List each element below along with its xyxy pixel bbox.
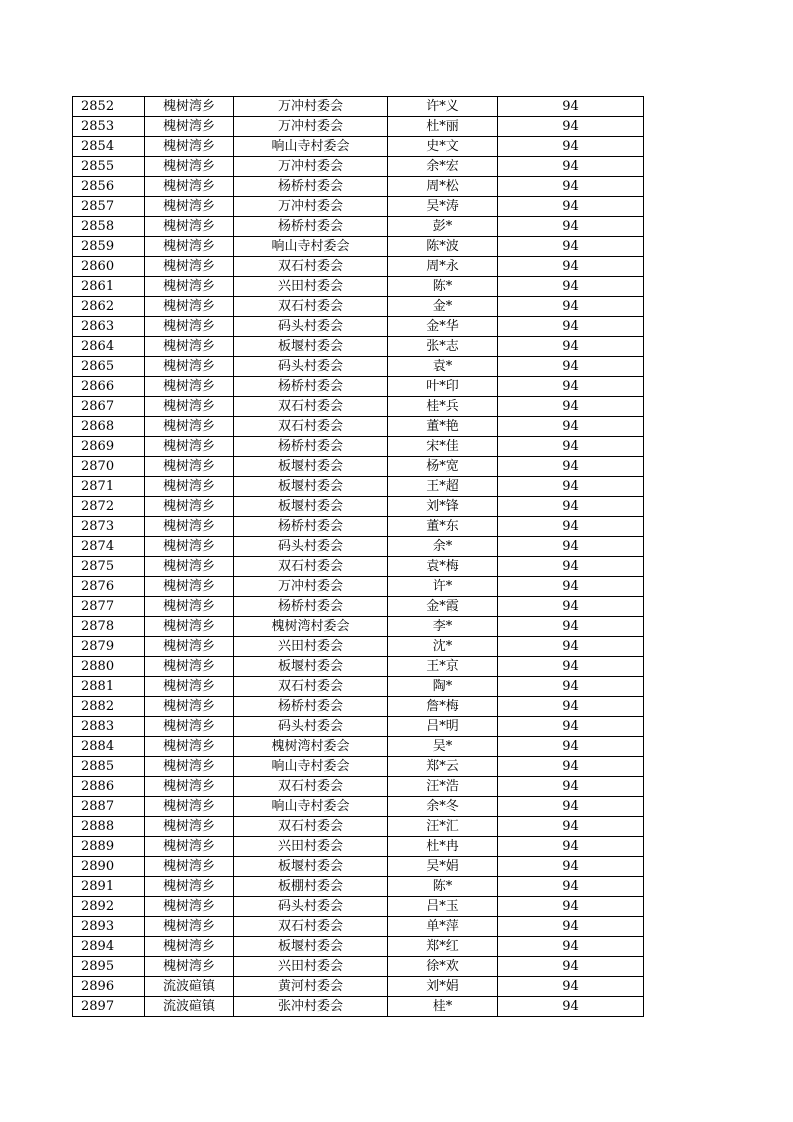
town-cell: 槐树湾乡 <box>145 137 234 157</box>
town-cell: 槐树湾乡 <box>145 777 234 797</box>
table-row <box>73 137 644 157</box>
town-cell: 槐树湾乡 <box>145 197 234 217</box>
village-cell: 杨桥村委会 <box>234 437 388 457</box>
town-cell: 槐树湾乡 <box>145 717 234 737</box>
person-name-cell: 余* <box>388 537 498 557</box>
table-row <box>73 837 644 857</box>
village-cell: 杨桥村委会 <box>234 377 388 397</box>
table-row <box>73 877 644 897</box>
row-number-cell: 2893 <box>73 917 145 937</box>
town-cell: 槐树湾乡 <box>145 597 234 617</box>
town-cell: 槐树湾乡 <box>145 677 234 697</box>
table-row <box>73 617 644 637</box>
person-name-cell: 张*志 <box>388 337 498 357</box>
village-cell: 板堰村委会 <box>234 857 388 877</box>
row-number-cell: 2883 <box>73 717 145 737</box>
town-cell: 槐树湾乡 <box>145 517 234 537</box>
person-name-cell: 刘*娟 <box>388 977 498 997</box>
table-row <box>73 577 644 597</box>
row-number-cell: 2894 <box>73 937 145 957</box>
village-cell: 板堰村委会 <box>234 657 388 677</box>
row-number-cell: 2866 <box>73 377 145 397</box>
row-number-cell: 2874 <box>73 537 145 557</box>
person-name-cell: 桂* <box>388 997 498 1017</box>
village-cell: 板棚村委会 <box>234 877 388 897</box>
score-cell: 94 <box>498 737 644 757</box>
village-cell: 板堰村委会 <box>234 477 388 497</box>
town-cell: 槐树湾乡 <box>145 177 234 197</box>
row-number-cell: 2855 <box>73 157 145 177</box>
score-cell: 94 <box>498 277 644 297</box>
village-cell: 杨桥村委会 <box>234 177 388 197</box>
person-name-cell: 周*松 <box>388 177 498 197</box>
row-number-cell: 2864 <box>73 337 145 357</box>
score-cell: 94 <box>498 537 644 557</box>
town-cell: 槐树湾乡 <box>145 557 234 577</box>
score-cell: 94 <box>498 217 644 237</box>
village-cell: 杨桥村委会 <box>234 517 388 537</box>
row-number-cell: 2892 <box>73 897 145 917</box>
row-number-cell: 2869 <box>73 437 145 457</box>
town-cell: 槐树湾乡 <box>145 877 234 897</box>
person-name-cell: 余*冬 <box>388 797 498 817</box>
village-cell: 槐树湾村委会 <box>234 737 388 757</box>
row-number-cell: 2887 <box>73 797 145 817</box>
row-number-cell: 2859 <box>73 237 145 257</box>
person-name-cell: 詹*梅 <box>388 697 498 717</box>
town-cell: 槐树湾乡 <box>145 737 234 757</box>
score-cell: 94 <box>498 377 644 397</box>
person-name-cell: 陈* <box>388 877 498 897</box>
score-cell: 94 <box>498 837 644 857</box>
village-cell: 双石村委会 <box>234 397 388 417</box>
town-cell: 槐树湾乡 <box>145 917 234 937</box>
score-cell: 94 <box>498 497 644 517</box>
village-cell: 码头村委会 <box>234 357 388 377</box>
town-cell: 槐树湾乡 <box>145 957 234 977</box>
person-name-cell: 刘*锋 <box>388 497 498 517</box>
score-cell: 94 <box>498 237 644 257</box>
score-cell: 94 <box>498 617 644 637</box>
row-number-cell: 2896 <box>73 977 145 997</box>
person-name-cell: 陶* <box>388 677 498 697</box>
town-cell: 槐树湾乡 <box>145 297 234 317</box>
score-cell: 94 <box>498 397 644 417</box>
row-number-cell: 2857 <box>73 197 145 217</box>
table-row <box>73 817 644 837</box>
table-row <box>73 637 644 657</box>
town-cell: 槐树湾乡 <box>145 397 234 417</box>
town-cell: 槐树湾乡 <box>145 697 234 717</box>
score-cell: 94 <box>498 877 644 897</box>
town-cell: 槐树湾乡 <box>145 337 234 357</box>
table-row <box>73 117 644 137</box>
table-row <box>73 997 644 1017</box>
score-cell: 94 <box>498 777 644 797</box>
village-cell: 双石村委会 <box>234 817 388 837</box>
town-cell: 槐树湾乡 <box>145 837 234 857</box>
town-cell: 槐树湾乡 <box>145 577 234 597</box>
village-cell: 码头村委会 <box>234 717 388 737</box>
person-name-cell: 董*艳 <box>388 417 498 437</box>
score-cell: 94 <box>498 137 644 157</box>
score-cell: 94 <box>498 637 644 657</box>
village-cell: 板堰村委会 <box>234 937 388 957</box>
town-cell: 流波碹镇 <box>145 997 234 1017</box>
row-number-cell: 2890 <box>73 857 145 877</box>
score-cell: 94 <box>498 697 644 717</box>
table-row <box>73 197 644 217</box>
town-cell: 槐树湾乡 <box>145 97 234 117</box>
town-cell: 槐树湾乡 <box>145 317 234 337</box>
table-row <box>73 737 644 757</box>
village-cell: 槐树湾村委会 <box>234 617 388 637</box>
person-name-cell: 单*萍 <box>388 917 498 937</box>
village-cell: 杨桥村委会 <box>234 597 388 617</box>
row-number-cell: 2867 <box>73 397 145 417</box>
person-name-cell: 李* <box>388 617 498 637</box>
table-row <box>73 897 644 917</box>
person-name-cell: 史*文 <box>388 137 498 157</box>
table-row <box>73 337 644 357</box>
score-cell: 94 <box>498 517 644 537</box>
village-cell: 杨桥村委会 <box>234 217 388 237</box>
person-name-cell: 吴*涛 <box>388 197 498 217</box>
town-cell: 槐树湾乡 <box>145 637 234 657</box>
town-cell: 流波碹镇 <box>145 977 234 997</box>
table-row <box>73 477 644 497</box>
village-cell: 响山寺村委会 <box>234 797 388 817</box>
village-cell: 双石村委会 <box>234 917 388 937</box>
person-name-cell: 杜*丽 <box>388 117 498 137</box>
village-cell: 板堰村委会 <box>234 457 388 477</box>
score-cell: 94 <box>498 437 644 457</box>
row-number-cell: 2861 <box>73 277 145 297</box>
village-cell: 杨桥村委会 <box>234 697 388 717</box>
person-name-cell: 陈*波 <box>388 237 498 257</box>
row-number-cell: 2878 <box>73 617 145 637</box>
row-number-cell: 2888 <box>73 817 145 837</box>
table-row <box>73 657 644 677</box>
village-cell: 兴田村委会 <box>234 637 388 657</box>
person-name-cell: 桂*兵 <box>388 397 498 417</box>
table-body <box>73 97 644 1017</box>
person-name-cell: 汪*汇 <box>388 817 498 837</box>
row-number-cell: 2897 <box>73 997 145 1017</box>
score-cell: 94 <box>498 937 644 957</box>
row-number-cell: 2856 <box>73 177 145 197</box>
row-number-cell: 2891 <box>73 877 145 897</box>
score-cell: 94 <box>498 317 644 337</box>
village-cell: 万冲村委会 <box>234 577 388 597</box>
row-number-cell: 2858 <box>73 217 145 237</box>
table-row <box>73 977 644 997</box>
row-number-cell: 2895 <box>73 957 145 977</box>
score-cell: 94 <box>498 857 644 877</box>
table-row <box>73 777 644 797</box>
score-cell: 94 <box>498 197 644 217</box>
town-cell: 槐树湾乡 <box>145 157 234 177</box>
row-number-cell: 2852 <box>73 97 145 117</box>
village-cell: 万冲村委会 <box>234 197 388 217</box>
row-number-cell: 2877 <box>73 597 145 617</box>
town-cell: 槐树湾乡 <box>145 117 234 137</box>
village-cell: 万冲村委会 <box>234 117 388 137</box>
village-cell: 兴田村委会 <box>234 957 388 977</box>
row-number-cell: 2860 <box>73 257 145 277</box>
table-row <box>73 557 644 577</box>
table-row <box>73 157 644 177</box>
table-row <box>73 177 644 197</box>
score-cell: 94 <box>498 797 644 817</box>
table-row <box>73 677 644 697</box>
person-name-cell: 陈* <box>388 277 498 297</box>
score-cell: 94 <box>498 337 644 357</box>
row-number-cell: 2862 <box>73 297 145 317</box>
score-cell: 94 <box>498 557 644 577</box>
table-row <box>73 97 644 117</box>
table-row <box>73 717 644 737</box>
town-cell: 槐树湾乡 <box>145 937 234 957</box>
row-number-cell: 2880 <box>73 657 145 677</box>
data-table <box>72 96 644 1017</box>
table-row <box>73 537 644 557</box>
village-cell: 双石村委会 <box>234 297 388 317</box>
village-cell: 板堰村委会 <box>234 337 388 357</box>
table-row <box>73 397 644 417</box>
town-cell: 槐树湾乡 <box>145 437 234 457</box>
person-name-cell: 宋*佳 <box>388 437 498 457</box>
person-name-cell: 郑*云 <box>388 757 498 777</box>
village-cell: 黄河村委会 <box>234 977 388 997</box>
person-name-cell: 董*东 <box>388 517 498 537</box>
score-cell: 94 <box>498 677 644 697</box>
person-name-cell: 王*京 <box>388 657 498 677</box>
row-number-cell: 2879 <box>73 637 145 657</box>
table-row <box>73 317 644 337</box>
table-row <box>73 597 644 617</box>
person-name-cell: 金*霞 <box>388 597 498 617</box>
town-cell: 槐树湾乡 <box>145 217 234 237</box>
village-cell: 双石村委会 <box>234 417 388 437</box>
score-cell: 94 <box>498 917 644 937</box>
score-cell: 94 <box>498 357 644 377</box>
row-number-cell: 2854 <box>73 137 145 157</box>
person-name-cell: 许*义 <box>388 97 498 117</box>
town-cell: 槐树湾乡 <box>145 857 234 877</box>
village-cell: 兴田村委会 <box>234 277 388 297</box>
person-name-cell: 汪*浩 <box>388 777 498 797</box>
person-name-cell: 叶*印 <box>388 377 498 397</box>
person-name-cell: 袁* <box>388 357 498 377</box>
person-name-cell: 吕*明 <box>388 717 498 737</box>
village-cell: 双石村委会 <box>234 777 388 797</box>
table-row <box>73 497 644 517</box>
town-cell: 槐树湾乡 <box>145 477 234 497</box>
village-cell: 码头村委会 <box>234 537 388 557</box>
score-cell: 94 <box>498 897 644 917</box>
town-cell: 槐树湾乡 <box>145 537 234 557</box>
row-number-cell: 2881 <box>73 677 145 697</box>
row-number-cell: 2886 <box>73 777 145 797</box>
village-cell: 响山寺村委会 <box>234 137 388 157</box>
town-cell: 槐树湾乡 <box>145 277 234 297</box>
table-row <box>73 277 644 297</box>
person-name-cell: 杨*宽 <box>388 457 498 477</box>
town-cell: 槐树湾乡 <box>145 237 234 257</box>
row-number-cell: 2882 <box>73 697 145 717</box>
town-cell: 槐树湾乡 <box>145 757 234 777</box>
village-cell: 板堰村委会 <box>234 497 388 517</box>
person-name-cell: 袁*梅 <box>388 557 498 577</box>
table-row <box>73 457 644 477</box>
person-name-cell: 金* <box>388 297 498 317</box>
person-name-cell: 余*宏 <box>388 157 498 177</box>
score-cell: 94 <box>498 297 644 317</box>
person-name-cell: 许* <box>388 577 498 597</box>
village-cell: 双石村委会 <box>234 557 388 577</box>
score-cell: 94 <box>498 977 644 997</box>
village-cell: 码头村委会 <box>234 897 388 917</box>
table-row <box>73 797 644 817</box>
score-cell: 94 <box>498 757 644 777</box>
village-cell: 兴田村委会 <box>234 837 388 857</box>
person-name-cell: 徐*欢 <box>388 957 498 977</box>
score-cell: 94 <box>498 157 644 177</box>
person-name-cell: 彭* <box>388 217 498 237</box>
row-number-cell: 2872 <box>73 497 145 517</box>
town-cell: 槐树湾乡 <box>145 617 234 637</box>
row-number-cell: 2884 <box>73 737 145 757</box>
table-row <box>73 757 644 777</box>
score-cell: 94 <box>498 117 644 137</box>
person-name-cell: 吕*玉 <box>388 897 498 917</box>
row-number-cell: 2876 <box>73 577 145 597</box>
row-number-cell: 2853 <box>73 117 145 137</box>
score-cell: 94 <box>498 817 644 837</box>
score-cell: 94 <box>498 717 644 737</box>
score-cell: 94 <box>498 257 644 277</box>
village-cell: 万冲村委会 <box>234 157 388 177</box>
person-name-cell: 沈* <box>388 637 498 657</box>
village-cell: 张冲村委会 <box>234 997 388 1017</box>
row-number-cell: 2863 <box>73 317 145 337</box>
score-cell: 94 <box>498 417 644 437</box>
table-row <box>73 437 644 457</box>
village-cell: 响山寺村委会 <box>234 237 388 257</box>
row-number-cell: 2885 <box>73 757 145 777</box>
town-cell: 槐树湾乡 <box>145 257 234 277</box>
table-row <box>73 357 644 377</box>
score-cell: 94 <box>498 577 644 597</box>
row-number-cell: 2875 <box>73 557 145 577</box>
row-number-cell: 2889 <box>73 837 145 857</box>
village-cell: 码头村委会 <box>234 317 388 337</box>
table-row <box>73 417 644 437</box>
score-cell: 94 <box>498 597 644 617</box>
person-name-cell: 吴* <box>388 737 498 757</box>
village-cell: 双石村委会 <box>234 677 388 697</box>
person-name-cell: 周*永 <box>388 257 498 277</box>
town-cell: 槐树湾乡 <box>145 657 234 677</box>
town-cell: 槐树湾乡 <box>145 357 234 377</box>
person-name-cell: 王*超 <box>388 477 498 497</box>
score-cell: 94 <box>498 997 644 1017</box>
person-name-cell: 金*华 <box>388 317 498 337</box>
town-cell: 槐树湾乡 <box>145 897 234 917</box>
town-cell: 槐树湾乡 <box>145 817 234 837</box>
row-number-cell: 2870 <box>73 457 145 477</box>
table-row <box>73 697 644 717</box>
town-cell: 槐树湾乡 <box>145 377 234 397</box>
person-name-cell: 郑*红 <box>388 937 498 957</box>
table-row <box>73 297 644 317</box>
person-name-cell: 吴*娟 <box>388 857 498 877</box>
village-cell: 万冲村委会 <box>234 97 388 117</box>
town-cell: 槐树湾乡 <box>145 457 234 477</box>
table-row <box>73 957 644 977</box>
score-cell: 94 <box>498 177 644 197</box>
table-row <box>73 257 644 277</box>
row-number-cell: 2868 <box>73 417 145 437</box>
row-number-cell: 2873 <box>73 517 145 537</box>
row-number-cell: 2871 <box>73 477 145 497</box>
score-cell: 94 <box>498 97 644 117</box>
person-name-cell: 杜*冉 <box>388 837 498 857</box>
town-cell: 槐树湾乡 <box>145 497 234 517</box>
score-cell: 94 <box>498 477 644 497</box>
score-cell: 94 <box>498 957 644 977</box>
table-row <box>73 857 644 877</box>
table-row <box>73 237 644 257</box>
score-cell: 94 <box>498 657 644 677</box>
town-cell: 槐树湾乡 <box>145 417 234 437</box>
town-cell: 槐树湾乡 <box>145 797 234 817</box>
table-row <box>73 377 644 397</box>
score-cell: 94 <box>498 457 644 477</box>
table-row <box>73 217 644 237</box>
table-row <box>73 917 644 937</box>
table-row <box>73 937 644 957</box>
village-cell: 响山寺村委会 <box>234 757 388 777</box>
table-row <box>73 517 644 537</box>
row-number-cell: 2865 <box>73 357 145 377</box>
village-cell: 双石村委会 <box>234 257 388 277</box>
